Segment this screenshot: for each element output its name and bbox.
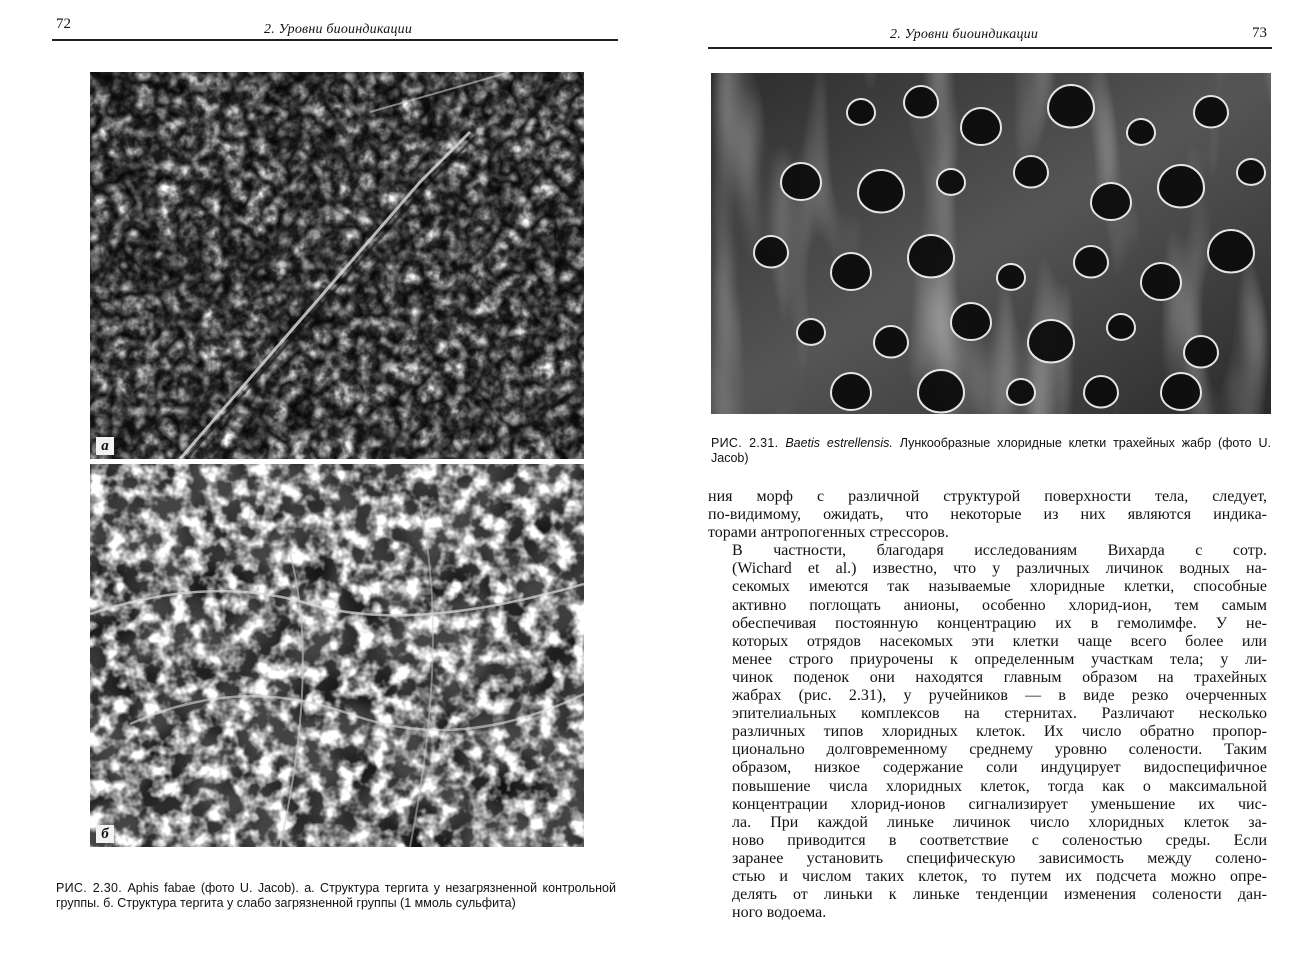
panel-b-label: б	[96, 825, 114, 843]
text-line: обеспечивая постоянную концентрацию их в гемолимфе. У не-	[732, 614, 1267, 632]
header-rule-left	[52, 39, 618, 41]
text-line: стью и числом таких клеток, то путем их подсчета можно опре-	[732, 867, 1267, 885]
right-page	[650, 0, 1301, 964]
text-line: активно поглощать анионы, особенно хлорид-ион, тем самым	[732, 596, 1267, 614]
figure-caption-2-30	[56, 881, 616, 911]
text-line: делять от линьки к линьке тенденции изменения солености дан-	[732, 886, 1267, 904]
text-line: секомых имеются так называемые хлоридные клетки, способные	[732, 578, 1267, 596]
running-head-right: 2. Уровни биоиндикации	[890, 27, 1039, 42]
caption-prefix: РИС. 2.31.	[711, 436, 779, 450]
text-line: В частности, благодаря исследованиям Вихарда с сотр.	[732, 542, 1267, 560]
caption-text: Лункообразные хлоридные клетки трахейных жабр (фото U. Jacob)	[711, 436, 1271, 465]
text-line: заранее установить специфическую зависимость между солено-	[732, 849, 1267, 867]
text-line: различных типов хлоридных клеток. Их число обратно пропор-	[732, 723, 1267, 741]
text-line: ново приводится в соответствие с соленостью среды. Если	[732, 831, 1267, 849]
paragraph-2	[708, 542, 1267, 922]
text-line: повышение числа хлоридных клеток, тогда как о максимальной	[732, 777, 1267, 795]
caption-prefix: РИС. 2.30.	[56, 881, 123, 895]
caption-species: Baetis estrellensis.	[785, 436, 893, 450]
text-line: торами антропогенных стрессоров.	[708, 524, 949, 542]
text-line: эпителиальных комплексов на стернитах. Различают несколько	[732, 705, 1267, 723]
micrograph-panel-b	[90, 464, 584, 847]
text-line: менее строго приурочены к определенным участкам тела; у ли-	[732, 650, 1267, 668]
figure-caption-2-31	[711, 436, 1271, 466]
text-line: концентрации хлорид-ионов сигнализирует уменьшение их чис-	[732, 795, 1267, 813]
left-page	[0, 0, 650, 964]
panel-a-label: а	[96, 437, 114, 455]
text-line: которых отрядов насекомых эти клетки чаще всего более или	[732, 632, 1267, 650]
running-head-left: 2. Уровни биоиндикации	[264, 22, 413, 37]
caption-text: (фото U. Jacob). а. Структура тергита у незагрязненной контрольной группы. б. Структура тергита у слабо загрязненной группы (1 ммоль сульфита)	[56, 881, 616, 910]
text-line: ного водоема.	[732, 904, 827, 922]
text-line: (Wichard et al.) известно, что у различных личинок водных на-	[732, 560, 1267, 578]
text-line: ла. При каждой линьке личинок число хлоридных клеток за-	[732, 813, 1267, 831]
text-line: по-видимому, ожидать, что некоторые из них являются индика-	[708, 506, 1267, 524]
page-number-left: 72	[56, 16, 71, 32]
text-line: образом, низкое содержание соли индуцирует видоспецифичное	[732, 759, 1267, 777]
header-rule-right	[708, 47, 1272, 49]
text-line: ционально долговременному среднему уровню солености. Таким	[732, 741, 1267, 759]
text-line: жабрах (рис. 2.31), у ручейников — в виде резко очерченных	[732, 687, 1267, 705]
page-number-right: 73	[1252, 25, 1267, 41]
text-line: ния морф с различной структурой поверхности тела, следует,	[708, 488, 1267, 505]
micrograph-chloride-cells	[711, 73, 1271, 414]
body-text	[708, 488, 1267, 922]
caption-species: Aphis fabae	[127, 881, 196, 895]
paragraph-1	[708, 488, 1267, 542]
micrograph-panel-a	[90, 72, 584, 459]
text-line: чинок поденок они находятся главным образом на трахейных	[732, 668, 1267, 686]
